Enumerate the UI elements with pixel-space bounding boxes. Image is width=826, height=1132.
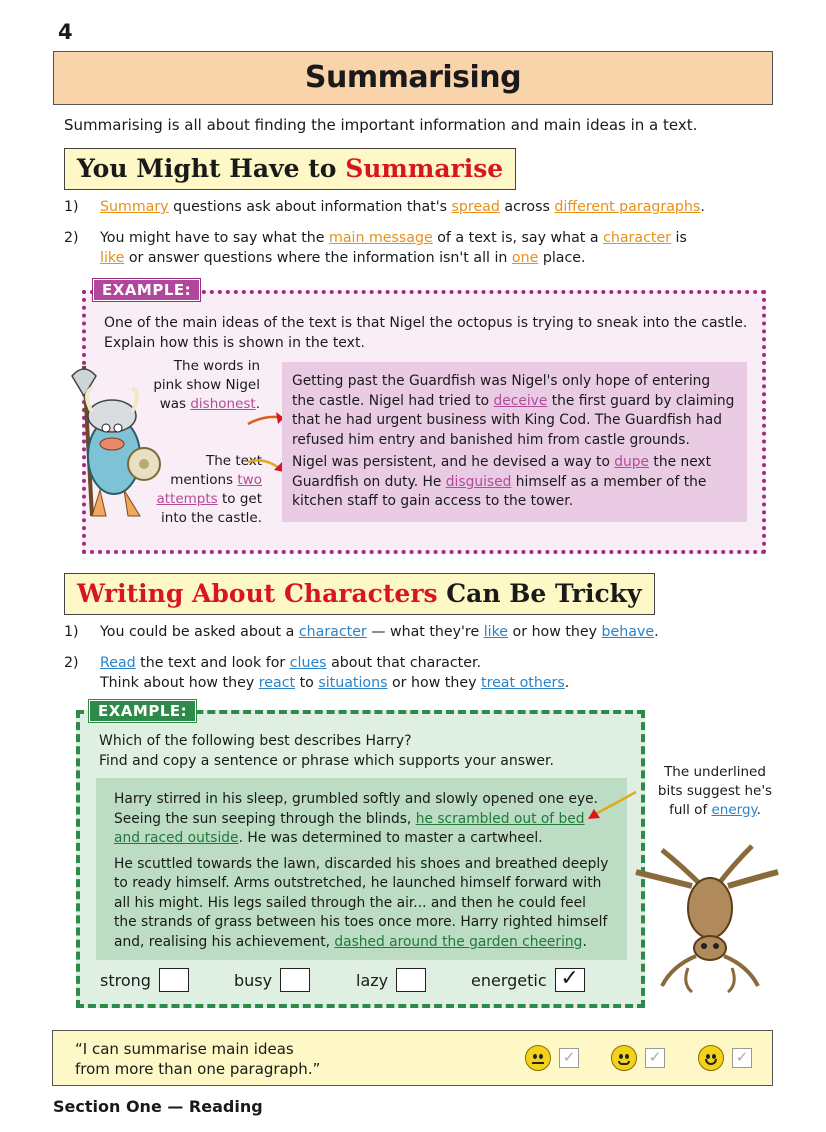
keyword: different paragraphs (554, 199, 701, 215)
checkbox[interactable] (396, 968, 426, 992)
cartwheel-creature-illustration (632, 836, 782, 996)
tick-box[interactable]: ✓ (559, 1048, 579, 1068)
text: himself as a member of the kitchen staff to gain access to the tower. (292, 473, 707, 509)
text: of a text is, say what a (432, 230, 604, 246)
text: or how they (508, 624, 602, 640)
viking-guardfish-illustration (62, 356, 162, 528)
keyword: like (483, 624, 509, 640)
example-tag: EXAMPLE: (89, 700, 196, 722)
example-question (104, 313, 764, 353)
section-footer: Section One — Reading (53, 1097, 263, 1116)
text: to get (217, 491, 262, 507)
heading-highlight: Summarise (345, 154, 504, 183)
text: . (700, 199, 705, 215)
smiley-icon (611, 1045, 637, 1071)
note-line: bits suggest he's (657, 783, 773, 799)
keyword: treat others (481, 675, 565, 691)
heading-highlight: Writing About Characters (77, 579, 438, 608)
keyword: behave (601, 624, 655, 640)
text: You could be asked about a (100, 624, 299, 640)
passage-nigel (282, 362, 747, 522)
keyword: energy (711, 802, 757, 818)
passage-paragraph (292, 453, 737, 512)
passage-paragraph (114, 855, 613, 953)
side-note-energy (655, 763, 775, 820)
keyword: he scrambled out of bed and raced outside (114, 810, 585, 846)
list-item (64, 197, 764, 217)
keyword: main message (329, 230, 433, 246)
passage-paragraph (292, 372, 737, 450)
keyword: Summary (100, 199, 169, 215)
self-assessment-box (52, 1030, 773, 1086)
note-line: The underlined (664, 764, 766, 780)
keyword: character (298, 624, 367, 640)
list-item (64, 622, 764, 642)
text: . (654, 624, 659, 640)
smiley-icon (698, 1045, 724, 1071)
keyword: disguised (445, 473, 512, 490)
option-label: busy (234, 970, 273, 990)
answer-options (100, 968, 640, 998)
list-item (64, 228, 764, 268)
text: He scuttled towards the lawn, discarded his shoes and breathed deeply to ready himself. Arms outstretched, he launched himself forward with all his might. His legs sailed through the air... and then he could feel the strands of grass between his toes once more. Harry righted himself and, realising his achievement, (114, 855, 609, 950)
option-label: strong (100, 970, 151, 990)
quote-line: “I can summarise main ideas (75, 1040, 294, 1058)
text: the next Guardfish on duty. He (292, 454, 712, 490)
characters-list (64, 622, 764, 704)
text: the first guard by claiming that he had urgent business with King Cod. The Guardfish had refused him entry and banished him from castle grounds. (292, 392, 735, 448)
heading-text: You Might Have to (77, 154, 346, 183)
keyword: deceive (493, 392, 548, 409)
text: Nigel was persistent, and he devised a way to (292, 454, 615, 470)
note-line: pink show Nigel (153, 377, 260, 393)
keyword: situations (318, 675, 388, 691)
checkbox[interactable] (280, 968, 310, 992)
keyword: react (258, 675, 296, 691)
checkbox[interactable] (159, 968, 189, 992)
list-number: 1) (64, 199, 79, 215)
note-line: into the castle. (161, 510, 262, 526)
text: . He was determined to master a cartwheel. (238, 830, 543, 846)
keyword: dishonest (190, 396, 256, 412)
passage-harry (96, 778, 627, 960)
tick-box[interactable]: ✓ (732, 1048, 752, 1068)
keyword: Read (100, 655, 136, 671)
text: . (582, 933, 587, 950)
side-note-dishonest (150, 357, 260, 414)
text: or answer questions where the information isn't all in (124, 250, 512, 266)
text: — what they're (366, 624, 484, 640)
question-line: Find and copy a sentence or phrase which supports your answer. (99, 753, 554, 769)
text: full of (669, 802, 712, 818)
text: place. (538, 250, 586, 266)
section-heading-characters (64, 573, 655, 615)
option-label: lazy (356, 970, 389, 990)
option-strong (100, 968, 189, 992)
page-number: 4 (58, 20, 73, 44)
self-assessment-quote (75, 1039, 320, 1079)
checkbox-checked[interactable]: ✓ (555, 968, 585, 992)
quote-line: from more than one paragraph.” (75, 1060, 321, 1078)
keyword: one (511, 250, 539, 266)
text: the text and look for (135, 655, 290, 671)
question-line: Explain how this is shown in the text. (104, 335, 365, 351)
text: . (564, 675, 570, 691)
text: Harry stirred in his sleep, grumbled softly and slowly opened one eye. Seeing the sun seeping through the blinds, (114, 791, 598, 827)
rating-unsure (525, 1045, 579, 1071)
keyword: like (100, 250, 125, 266)
keyword: clues (289, 655, 327, 671)
text: was (159, 396, 191, 412)
summarise-list (64, 197, 764, 279)
text: across (499, 199, 555, 215)
text: about that character. (326, 655, 481, 671)
keyword: dashed around the garden cheering (334, 933, 583, 950)
question-line: One of the main ideas of the text is that Nigel the octopus is trying to sneak into the castle. (104, 315, 748, 331)
option-busy (234, 968, 310, 992)
note-line: The words in (173, 358, 260, 374)
passage-paragraph (114, 790, 613, 849)
title-banner (53, 51, 773, 105)
example-question (99, 731, 629, 771)
option-energetic (471, 968, 585, 992)
text: to (295, 675, 319, 691)
option-lazy (356, 968, 426, 992)
tick-box[interactable]: ✓ (645, 1048, 665, 1068)
smiley-icon (525, 1045, 551, 1071)
example-tag: EXAMPLE: (93, 279, 200, 301)
rating-confident (698, 1045, 752, 1071)
text: or how they (387, 675, 481, 691)
note-line: The text (205, 453, 262, 469)
keyword: character (603, 230, 672, 246)
rating-ok (611, 1045, 665, 1071)
keyword: attempts (156, 491, 218, 507)
section-heading-summarise (64, 148, 516, 190)
text: . (756, 802, 761, 818)
text: is (671, 230, 687, 246)
list-number: 1) (64, 624, 79, 640)
keyword: two (237, 472, 262, 488)
list-item (64, 653, 764, 693)
text: Think about how they (100, 675, 259, 691)
option-label: energetic (471, 970, 547, 990)
text: You might have to say what the (100, 230, 330, 246)
arrow-icon (578, 788, 640, 828)
keyword: dupe (614, 454, 650, 470)
text: . (255, 396, 260, 412)
keyword: spread (451, 199, 500, 215)
text: mentions (170, 472, 238, 488)
text: questions ask about information that's (168, 199, 452, 215)
list-number: 2) (64, 230, 79, 246)
page-title: Summarising (304, 60, 522, 95)
text: Getting past the Guardfish was Nigel's only hope of entering the castle. Nigel had tried to (292, 373, 711, 409)
heading-text: Can Be Tricky (437, 579, 642, 608)
question-line: Which of the following best describes Harry? (99, 733, 412, 749)
intro-text: Summarising is all about finding the important information and main ideas in a text. (64, 116, 698, 134)
list-number: 2) (64, 655, 79, 671)
